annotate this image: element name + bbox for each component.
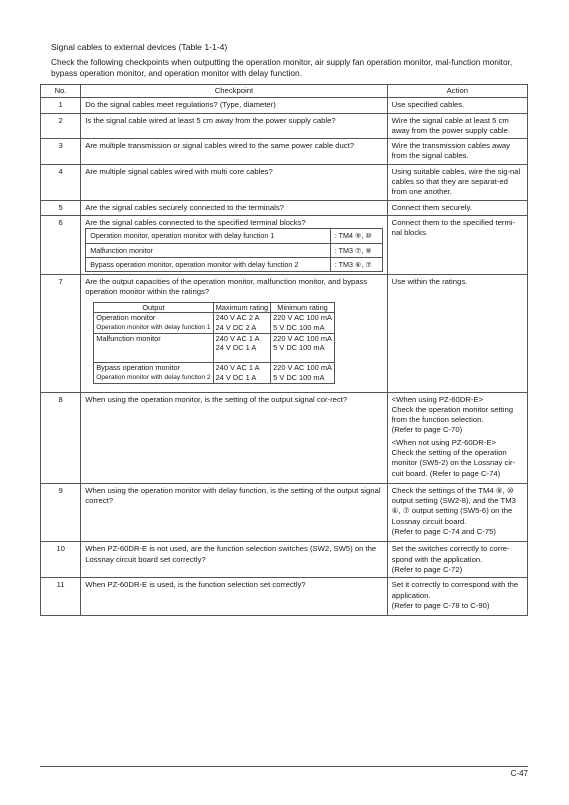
terminal-value: : TM4 ⑨, ⑩: [330, 229, 382, 243]
row-number: 10: [41, 542, 81, 578]
ratings-cell-min: [271, 333, 335, 363]
checkpoint-text: Do the signal cables meet regulations? (Type, diameter): [85, 100, 276, 110]
row-number: 7: [41, 275, 81, 392]
ratings-cell-min: [271, 363, 335, 383]
ratings-max-line: 24 V DC 2 A: [215, 322, 257, 332]
table-row: [41, 578, 528, 616]
ratings-cell-output: [94, 333, 213, 363]
checkpoint-table: [40, 84, 528, 616]
action-text: Wire the signal cable at least 5 cm away from the power supply cable.: [391, 115, 511, 135]
action-text: Wire the transmission cables away from the signal cables.: [391, 141, 511, 161]
ratings-cell-output: [94, 313, 213, 333]
table-row: [41, 215, 528, 274]
action-cell: [387, 200, 527, 215]
action-text: Use within the ratings.: [391, 277, 468, 287]
action-cell: [387, 98, 527, 113]
ratings-header: Maximum rating: [213, 302, 271, 313]
terminal-label: Bypass operation monitor, operation monitor with delay function 2: [86, 257, 331, 271]
table-row: [41, 392, 528, 483]
ratings-output-line: Malfunction monitor: [96, 333, 161, 343]
action-text: Check the settings of the TM4 ⑨, ⑩ output setting (SW2-8), and the TM3 ⑥, ⑦ output setting (SW5-6) on the Lossnay circuit board. (Refer to page C-74 and C-75): [391, 485, 516, 537]
checkpoint-text: Is the signal cable wired at least 5 cm away from the power supply cable?: [85, 115, 336, 125]
checkpoint-cell: [81, 139, 387, 165]
table-row: [41, 200, 528, 215]
table-row: [41, 139, 528, 165]
ratings-output-line: Operation monitor with delay function 1: [96, 323, 211, 331]
checkpoint-cell: [81, 542, 387, 578]
checkpoint-text: When using the operation monitor, is the setting of the output signal cor-rect?: [85, 394, 348, 404]
checkpoint-cell: [81, 578, 387, 616]
action-cell: [387, 215, 527, 274]
action-cell: [387, 113, 527, 139]
checkpoint-text: Are the output capacities of the operation monitor, malfunction monitor, and bypass operation monitor within the ratings?: [85, 277, 368, 297]
section-heading: Signal cables to external devices (Table 1-1-4): [51, 42, 228, 52]
ratings-output-line: [96, 343, 210, 353]
ratings-min-line: 220 V AC 100 mA: [273, 363, 332, 373]
ratings-row: [94, 333, 335, 363]
terminal-value: : TM3 ⑦, ⑧: [330, 243, 382, 257]
action-cell: [387, 392, 527, 483]
ratings-output-line: Bypass operation monitor: [96, 363, 181, 373]
action-text: Connect them securely.: [391, 202, 472, 212]
ratings-cell-max: [213, 333, 271, 363]
checkpoint-cell: [81, 200, 387, 215]
ratings-min-line: 220 V AC 100 mA: [273, 333, 332, 343]
action-text: Set the switches correctly to corre-spond with the application. (Refer to page C-72): [391, 544, 510, 574]
table-row: [41, 113, 528, 139]
footer-rule: [40, 766, 528, 767]
action-cell: [387, 578, 527, 616]
checkpoint-text: When PZ-60DR-E is not used, are the function selection switches (SW2, SW5) on the Lossnay circuit board set correctly?: [85, 544, 377, 564]
row-number: 9: [41, 483, 81, 541]
checkpoint-text: Are multiple transmission or signal cables wired to the same power cable duct?: [85, 141, 354, 151]
ratings-min-line: 5 V DC 100 mA: [273, 343, 325, 353]
terminal-item: [86, 243, 382, 257]
row-number: 1: [41, 98, 81, 113]
checkpoint-cell: [81, 392, 387, 483]
ratings-row: [94, 313, 335, 333]
table-row: [41, 542, 528, 578]
ratings-output-line: Operation monitor with delay function 2: [96, 373, 211, 381]
action-cell: [387, 542, 527, 578]
action-cell: [387, 275, 527, 392]
page-number: C-47: [510, 769, 528, 778]
ratings-max-line: 240 V AC 1 A: [215, 333, 260, 343]
action-text: Connect them to the specified termi-nal blocks.: [391, 217, 516, 238]
ratings-cell-max: [213, 363, 271, 383]
action-text: Using suitable cables, wire the sig-nal cables so that they are separat-ed from one another.: [391, 166, 521, 197]
ratings-max-line: 24 V DC 1 A: [215, 372, 257, 382]
action-text: <When not using PZ-60DR-E> Check the setting of the operation monitor (SW5-2) on the Lossnay cir-cuit board. (Refer to page C-74): [391, 437, 516, 478]
table-row: [41, 483, 528, 541]
action-text: <When using PZ-60DR-E> Check the operation monitor setting from the function selection. (Refer to page C-70): [391, 394, 514, 435]
checkpoint-cell: [81, 164, 387, 200]
checkpoint-cell: [81, 98, 387, 113]
ratings-min-line: 220 V AC 100 mA: [273, 313, 332, 323]
table-row: [41, 98, 528, 113]
checkpoint-cell: [81, 113, 387, 139]
checkpoint-text: When using the operation monitor with delay function, is the setting of the output signal correct?: [85, 485, 381, 506]
row-number: 3: [41, 139, 81, 165]
ratings-row: [94, 363, 335, 383]
terminal-label: Operation monitor, operation monitor with delay function 1: [86, 229, 331, 243]
action-text: Use specified cables.: [391, 100, 465, 110]
checkpoint-text: When PZ-60DR-E is used, is the function selection set correctly?: [85, 580, 306, 590]
ratings-table: [93, 302, 335, 384]
table-row: [41, 275, 528, 392]
ratings-max-line: 240 V AC 1 A: [215, 363, 260, 373]
ratings-max-line: 24 V DC 1 A: [215, 343, 257, 353]
row-number: 5: [41, 200, 81, 215]
row-number: 2: [41, 113, 81, 139]
row-number: 11: [41, 578, 81, 616]
row-number: 4: [41, 164, 81, 200]
ratings-header: Minimum rating: [271, 302, 335, 313]
checkpoint-text: Are the signal cables securely connected to the terminals?: [85, 202, 284, 212]
terminal-item: [86, 257, 382, 271]
checkpoint-cell: [81, 275, 387, 392]
ratings-cell-min: [271, 313, 335, 333]
checkpoint-table-body: [41, 98, 528, 616]
ratings-min-line: 5 V DC 100 mA: [273, 372, 325, 382]
terminal-label: Malfunction monitor: [86, 243, 331, 257]
header-no: No.: [41, 85, 81, 98]
ratings-min-line: 5 V DC 100 mA: [273, 322, 325, 332]
checkpoint-cell: [81, 483, 387, 541]
ratings-cell-max: [213, 313, 271, 333]
header-checkpoint: Checkpoint: [81, 85, 387, 98]
action-cell: [387, 139, 527, 165]
terminal-list: [85, 228, 382, 272]
checkpoint-cell: [81, 215, 387, 274]
ratings-cell-output: [94, 363, 213, 383]
ratings-max-line: 240 V AC 2 A: [215, 313, 260, 323]
table-row: [41, 164, 528, 200]
row-number: 8: [41, 392, 81, 483]
header-action: Action: [387, 85, 527, 98]
terminal-item: [86, 229, 382, 243]
checkpoint-text: Are multiple signal cables wired with multi core cables?: [85, 166, 273, 176]
action-cell: [387, 483, 527, 541]
row-number: 6: [41, 215, 81, 274]
checkpoint-text: Are the signal cables connected to the specified terminal blocks?: [85, 217, 306, 227]
intro-paragraph: Check the following checkpoints when outputting the operation monitor, air supply fan operation monitor, mal-function monitor, bypass operation monitor, and operation monitor with delay function.: [51, 57, 513, 78]
action-text: Set it correctly to correspond with the application. (Refer to page C-78 to C-90): [391, 580, 519, 610]
terminal-value: : TM3 ⑥, ⑦: [330, 257, 382, 271]
ratings-output-line: Operation monitor: [96, 313, 156, 323]
ratings-header: Output: [94, 302, 213, 313]
action-cell: [387, 164, 527, 200]
